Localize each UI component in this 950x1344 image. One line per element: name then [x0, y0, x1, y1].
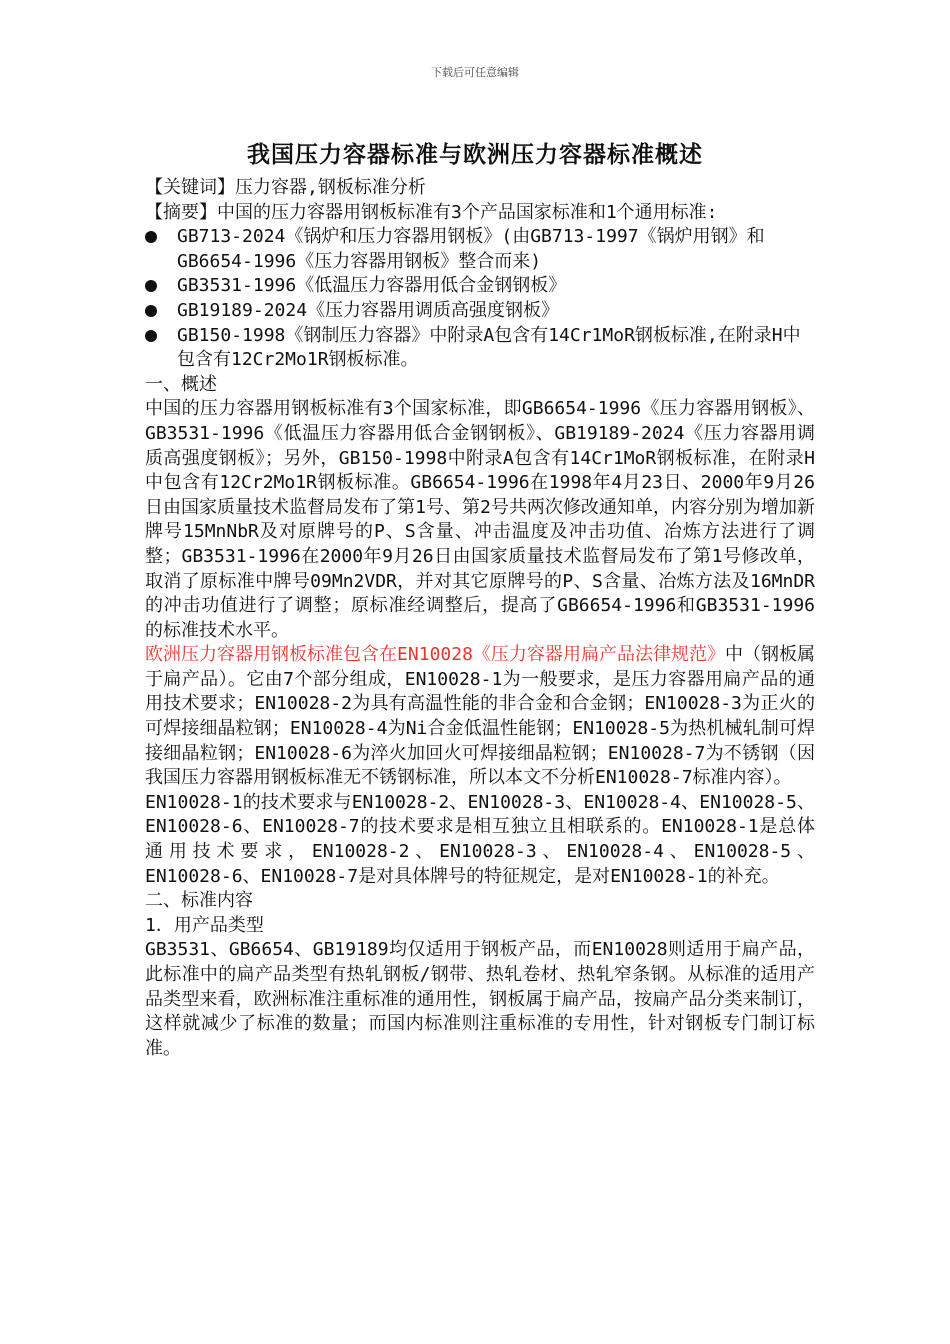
bullet-icon — [145, 231, 157, 243]
overview-paragraph: 中国的压力容器用钢板标准有3个国家标准，即GB6654-1996《压力容器用钢板》、GB3531-1996《低温压力容器用低合金钢钢板》、GB19189-2024《压力容器用调质高强度钢板》；另外，GB150-1998中附录A包含有14Cr1MoR钢板标准，在附录H中包含有12Cr2Mo1R钢板标准。GB6654-1996在1998年4月23日、2000年9月26日由国家质量技术监督局发布了第1号、第2号共两次修改通知单，内容分别为增加新牌号15MnNbR及对原牌号的P、S含量、冲击温度及冲击功值、冶炼方法进行了调整；GB3531-1996在2000年9月26日由国家质量技术监督局发布了第1号修改单，取消了原标准中牌号09Mn2VDR，并对其它原牌号的P、S含量、冶炼方法及16MnDR的冲击功值进行了调整；原标准经调整后，提高了GB6654-1996和GB3531-1996的标准技术水平。 — [145, 398, 815, 641]
list-item — [145, 324, 815, 373]
list-item-text: GB713-2024《锅炉和压力容器用钢板》(由GB713-1997《锅炉用钢》和GB6654-1996《压力容器用钢板》整合而来) — [177, 226, 765, 272]
list-item-text: GB150-1998《钢制压力容器》中附录A包含有14Cr1MoR钢板标准,在附录H中包含有12Cr2Mo1R钢板标准。 — [177, 324, 801, 371]
paragraph-text: 中（钢板属于扁产品）。它由7个部分组成，EN10028-1为一般要求，是压力容器用扁产品的通用技术要求；EN10028-2为具有高温性能的非合金和合金钢；EN10028-3为正火的可焊接细晶粒钢；EN10028-4为Ni合金低温性能钢；EN10028-5为热机械轧制可焊接细晶粒钢；EN10028-6为淬火加回火可焊接细晶粒钢；EN10028-7为不锈钢（因我国压力容器用钢板标准无不锈钢标准，所以本文不分析EN10028-7标准内容）。 — [145, 644, 816, 789]
document-title: 我国压力容器标准与欧洲压力容器标准概述 — [247, 141, 703, 168]
relationship-paragraph: EN10028-1的技术要求与EN10028-2、EN10028-3、EN10028-4、EN10028-5、EN10028-6、EN10028-7的技术要求是相互独立且相联系的。EN10028-1是总体通用技术要求，EN10028-2、EN10028-3、EN10028-4、EN10028-5、EN10028-6、EN10028-7是对具体牌号的特征规定，是对EN10028-1的补充。 — [145, 791, 815, 887]
abstract-line: 【摘要】中国的压力容器用钢板标准有3个产品国家标准和1个通用标准: — [145, 201, 718, 223]
bullet-icon — [145, 280, 157, 292]
list-item — [145, 225, 815, 274]
highlighted-text: 欧洲压力容器用钢板标准包含在EN10028《压力容器用扁产品法律规范》 — [145, 644, 725, 666]
product-type-paragraph: GB3531、GB6654、GB19189均仅适用于钢板产品，而EN10028则适用于扁产品，此标准中的扁产品类型有热轧钢板/钢带、热轧卷材、热轧窄条钢。从标准的适用产品类型来看，欧洲标准注重标准的通用性，钢板属于扁产品，按扁产品分类来制订，这样就减少了标准的数量；而国内标准则注重标准的专用性，针对钢板专门制订标准。 — [145, 939, 815, 1059]
page-header-note: 下载后可任意编辑 — [431, 66, 519, 79]
bullet-icon — [145, 330, 157, 342]
list-item — [145, 274, 815, 299]
section-heading: 二、标准内容 — [145, 890, 253, 912]
bullet-icon — [145, 305, 157, 317]
list-item-text: GB3531-1996《低温压力容器用低合金钢钢板》 — [177, 275, 567, 297]
section-heading: 一、概述 — [145, 373, 217, 395]
subsection-heading: 1．用产品类型 — [145, 914, 264, 936]
list-item — [145, 299, 815, 324]
list-item-text: GB19189-2024《压力容器用调质高强度钢板》 — [177, 299, 560, 321]
en-standard-paragraph — [145, 643, 815, 791]
standards-list — [145, 225, 815, 373]
document-body — [145, 176, 815, 1061]
keywords-line: 【关键词】压力容器,钢板标准分析 — [145, 177, 426, 198]
